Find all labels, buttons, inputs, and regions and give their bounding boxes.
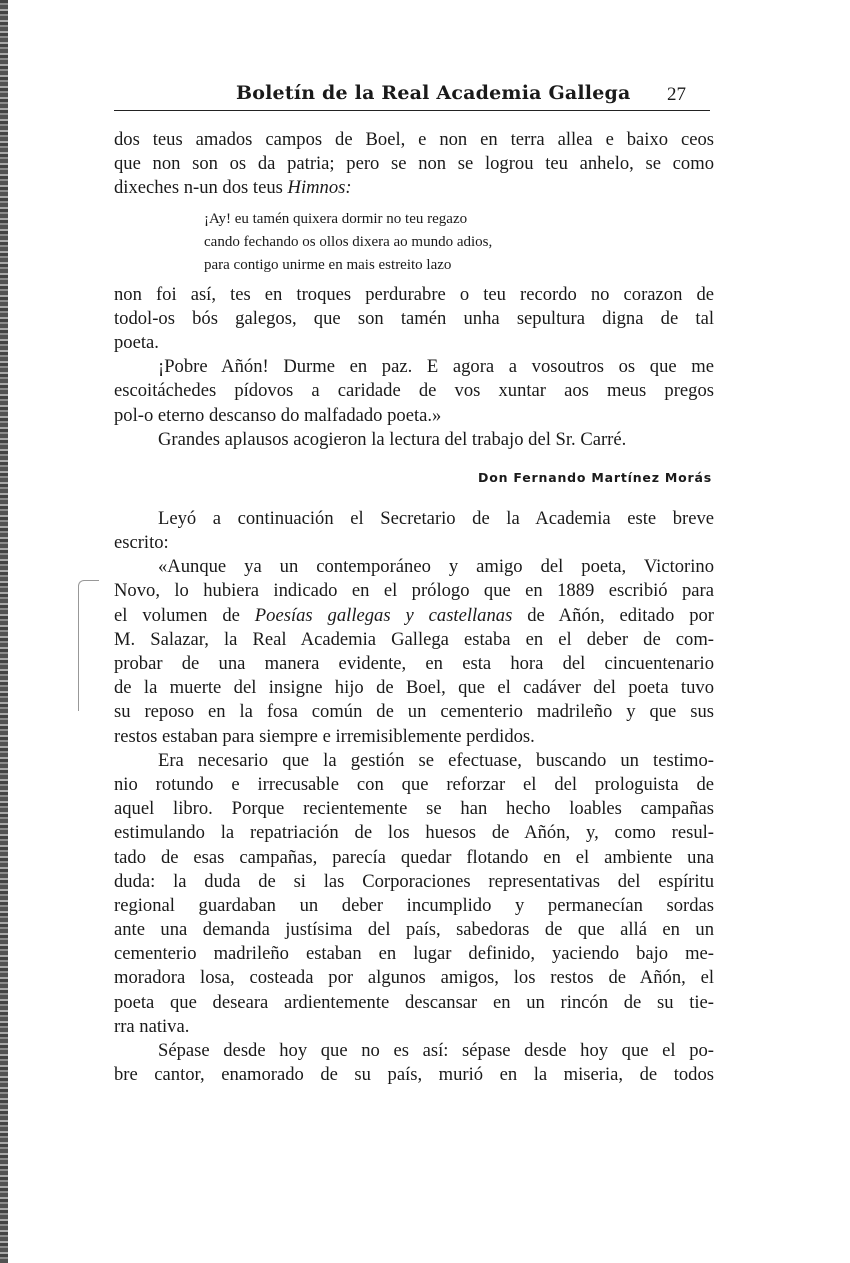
text-line: Sépase desde hoy que no es así: sépase desde hoy que el po- (158, 1040, 714, 1061)
text-line: Novo, lo hubiera indicado en el prólogo que en 1889 escribió para (114, 580, 714, 602)
text-line: ante una demanda justísima del país, sabedoras de que allá en un (114, 919, 714, 941)
text-line: Grandes aplausos acogieron la lectura del trabajo del Sr. Carré. (158, 428, 627, 450)
text-line: aquel libro. Porque recientemente se han hecho loables campañas (114, 798, 714, 820)
text-line: duda: la duda de si las Corporaciones representativas del espíritu (114, 870, 714, 892)
verse-line: para contigo unirme en mais estreito lazo (204, 256, 452, 273)
journal-title: Boletín de la Real Academia Gallega (236, 82, 631, 104)
text-line: Leyó a continuación el Secretario de la Academia este breve (158, 507, 714, 529)
text-line: de la muerte del insigne hijo de Boel, que el cadáver del poeta tuvo (114, 677, 714, 699)
book-title: Poesías gallegas y castellanas (254, 604, 513, 626)
verse-quote (204, 208, 714, 277)
himnos-title: Himnos: (287, 177, 352, 199)
text-line: nio rotundo e irrecusable con que reforzar el del prologuista de (114, 773, 714, 795)
header-rule (114, 110, 710, 111)
text-line: que non son os da patria; pero se non se logrou teu anhelo, se como (114, 153, 714, 175)
author-byline: Don Fernando Martínez Morás (478, 469, 712, 485)
verse-line: cando fechando os ollos dixera ao mundo adios, (204, 233, 493, 250)
text-line: poeta que deseara ardientemente descansar en un rincón de su tie- (114, 991, 714, 1013)
text-line: escoitáchedes pídovos a caridade de vos xuntar aos meus pregos (114, 380, 714, 402)
body-text (114, 128, 714, 1087)
text-line: rra nativa. (114, 1015, 190, 1037)
text-line: moradora losa, costeada por algunos amigos, los restos de Añón, el (114, 967, 714, 989)
text-line: M. Salazar, la Real Academia Gallega estaba en el deber de com- (114, 628, 714, 650)
text-line: dixeches n-un dos teus Himnos: (114, 177, 352, 199)
margin-pencil-mark (78, 580, 99, 711)
verse-line: ¡Ay! eu tamén quixera dormir no teu regazo (204, 210, 468, 227)
text-line: tado de esas campañas, parecía quedar flotando en el ambiente una (114, 846, 714, 868)
text-line: escrito: (114, 532, 169, 554)
text-line: Era necesario que la gestión se efectuase, buscando un testimo- (158, 749, 714, 771)
text-line: el volumen de Poesías gallegas y castellanas de Añón, editado por (114, 604, 714, 626)
text-line: pol-o eterno descanso do malfadado poeta.» (114, 404, 442, 426)
text-line: su reposo en la fosa común de un cementerio madrileño y que sus (114, 701, 714, 723)
text-line: non foi así, tes en troques perdurabre o teu recordo no corazon de (114, 283, 714, 305)
text-line: bre cantor, enamorado de su país, murió en la miseria, de todos (114, 1064, 714, 1086)
text-line: cementerio madrileño estaban en lugar definido, yaciendo bajo me- (114, 943, 714, 965)
text-line: poeta. (114, 331, 159, 353)
text-line: restos estaban para siempre e irremisiblemente perdidos. (114, 725, 535, 747)
book-binding-edge (0, 0, 8, 1263)
running-head (114, 80, 714, 110)
text-line: probar de una manera evidente, en esta hora del cincuentenario (114, 653, 714, 674)
text-line: regional guardaban un deber incumplido y permanecían sordas (114, 894, 714, 916)
text-line: «Aunque ya un contemporáneo y amigo del poeta, Victorino (158, 556, 714, 578)
text-line: ¡Pobre Añón! Durme en paz. E agora a vosoutros os que me (158, 356, 714, 378)
text-line: dos teus amados campos de Boel, e non en terra allea e baixo ceos (114, 129, 714, 150)
text-line: todol-os bós galegos, que son tamén unha sepultura digna de tal (114, 307, 714, 329)
text-line: estimulando la repatriación de los huesos de Añón, y, como resul- (114, 822, 714, 844)
page-number: 27 (667, 84, 686, 105)
